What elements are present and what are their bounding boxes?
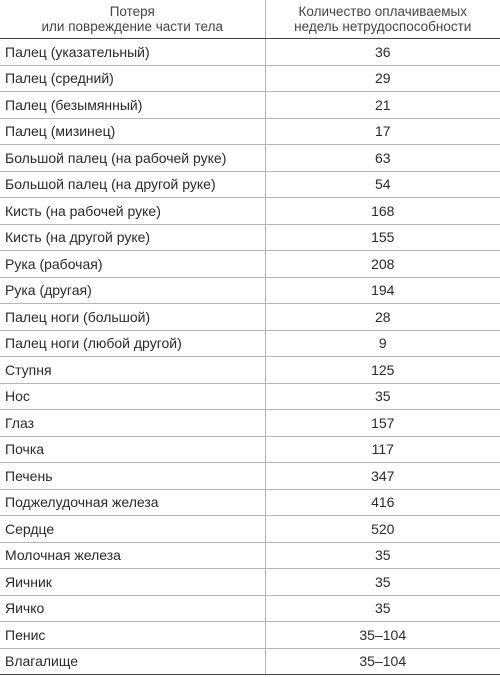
table-body	[0, 39, 500, 675]
table-row	[0, 622, 500, 649]
body-part-cell: Печень	[0, 463, 265, 490]
table-row	[0, 595, 500, 622]
table-row	[0, 171, 500, 198]
column-header-weeks	[265, 0, 500, 39]
body-part-cell: Большой палец (на рабочей руке)	[0, 145, 265, 172]
table-row	[0, 357, 500, 384]
weeks-cell: 155	[265, 224, 500, 251]
body-part-cell: Сердце	[0, 516, 265, 543]
table-row	[0, 65, 500, 92]
body-part-cell: Глаз	[0, 410, 265, 437]
weeks-cell: 416	[265, 489, 500, 516]
table-row	[0, 648, 500, 675]
weeks-cell: 29	[265, 65, 500, 92]
body-part-cell: Поджелудочная железа	[0, 489, 265, 516]
weeks-cell: 63	[265, 145, 500, 172]
weeks-cell: 17	[265, 118, 500, 145]
body-part-cell: Пенис	[0, 622, 265, 649]
weeks-cell: 21	[265, 92, 500, 119]
weeks-cell: 54	[265, 171, 500, 198]
table-row	[0, 383, 500, 410]
table-row	[0, 251, 500, 278]
body-part-cell: Палец ноги (любой другой)	[0, 330, 265, 357]
weeks-cell: 35–104	[265, 622, 500, 649]
table-row	[0, 569, 500, 596]
weeks-cell: 208	[265, 251, 500, 278]
weeks-cell: 35	[265, 595, 500, 622]
table-row	[0, 542, 500, 569]
weeks-cell: 35	[265, 569, 500, 596]
column-header-weeks-line-1: Количество оплачиваемых	[298, 4, 467, 19]
table-row	[0, 463, 500, 490]
body-part-cell: Большой палец (на другой руке)	[0, 171, 265, 198]
table-row	[0, 198, 500, 225]
body-part-cell: Яичник	[0, 569, 265, 596]
body-part-cell: Кисть (на рабочей руке)	[0, 198, 265, 225]
column-header-weeks-line-2: недель нетрудоспособности	[294, 19, 472, 34]
column-header-body-part-line-1: Потеря	[109, 4, 155, 19]
body-part-cell: Молочная железа	[0, 542, 265, 569]
table-row	[0, 330, 500, 357]
table-row	[0, 410, 500, 437]
table-row	[0, 304, 500, 331]
weeks-cell: 347	[265, 463, 500, 490]
body-part-cell: Палец (безымянный)	[0, 92, 265, 119]
weeks-cell: 194	[265, 277, 500, 304]
body-part-cell: Яичко	[0, 595, 265, 622]
table-row	[0, 145, 500, 172]
weeks-cell: 520	[265, 516, 500, 543]
body-part-cell: Палец (мизинец)	[0, 118, 265, 145]
body-part-cell: Ступня	[0, 357, 265, 384]
weeks-cell: 117	[265, 436, 500, 463]
table-row	[0, 436, 500, 463]
table-row	[0, 516, 500, 543]
body-part-cell: Нос	[0, 383, 265, 410]
column-header-body-part-line-2: или повреждение части тела	[41, 19, 223, 34]
weeks-cell: 35	[265, 542, 500, 569]
table-row	[0, 489, 500, 516]
weeks-cell: 35–104	[265, 648, 500, 675]
body-part-cell: Рука (рабочая)	[0, 251, 265, 278]
weeks-cell: 125	[265, 357, 500, 384]
body-part-cell: Палец (средний)	[0, 65, 265, 92]
body-part-cell: Рука (другая)	[0, 277, 265, 304]
table-row	[0, 277, 500, 304]
table-row	[0, 39, 500, 66]
weeks-cell: 168	[265, 198, 500, 225]
table-row	[0, 224, 500, 251]
body-part-cell: Почка	[0, 436, 265, 463]
body-part-cell: Влагалище	[0, 648, 265, 675]
weeks-cell: 9	[265, 330, 500, 357]
body-part-cell: Палец (указательный)	[0, 39, 265, 66]
body-part-cell: Палец ноги (большой)	[0, 304, 265, 331]
body-part-cell: Кисть (на другой руке)	[0, 224, 265, 251]
weeks-cell: 35	[265, 383, 500, 410]
column-header-body-part	[0, 0, 265, 39]
weeks-cell: 28	[265, 304, 500, 331]
table-row	[0, 118, 500, 145]
weeks-cell: 36	[265, 39, 500, 66]
table-row	[0, 92, 500, 119]
table-header	[0, 0, 500, 39]
weeks-cell: 157	[265, 410, 500, 437]
